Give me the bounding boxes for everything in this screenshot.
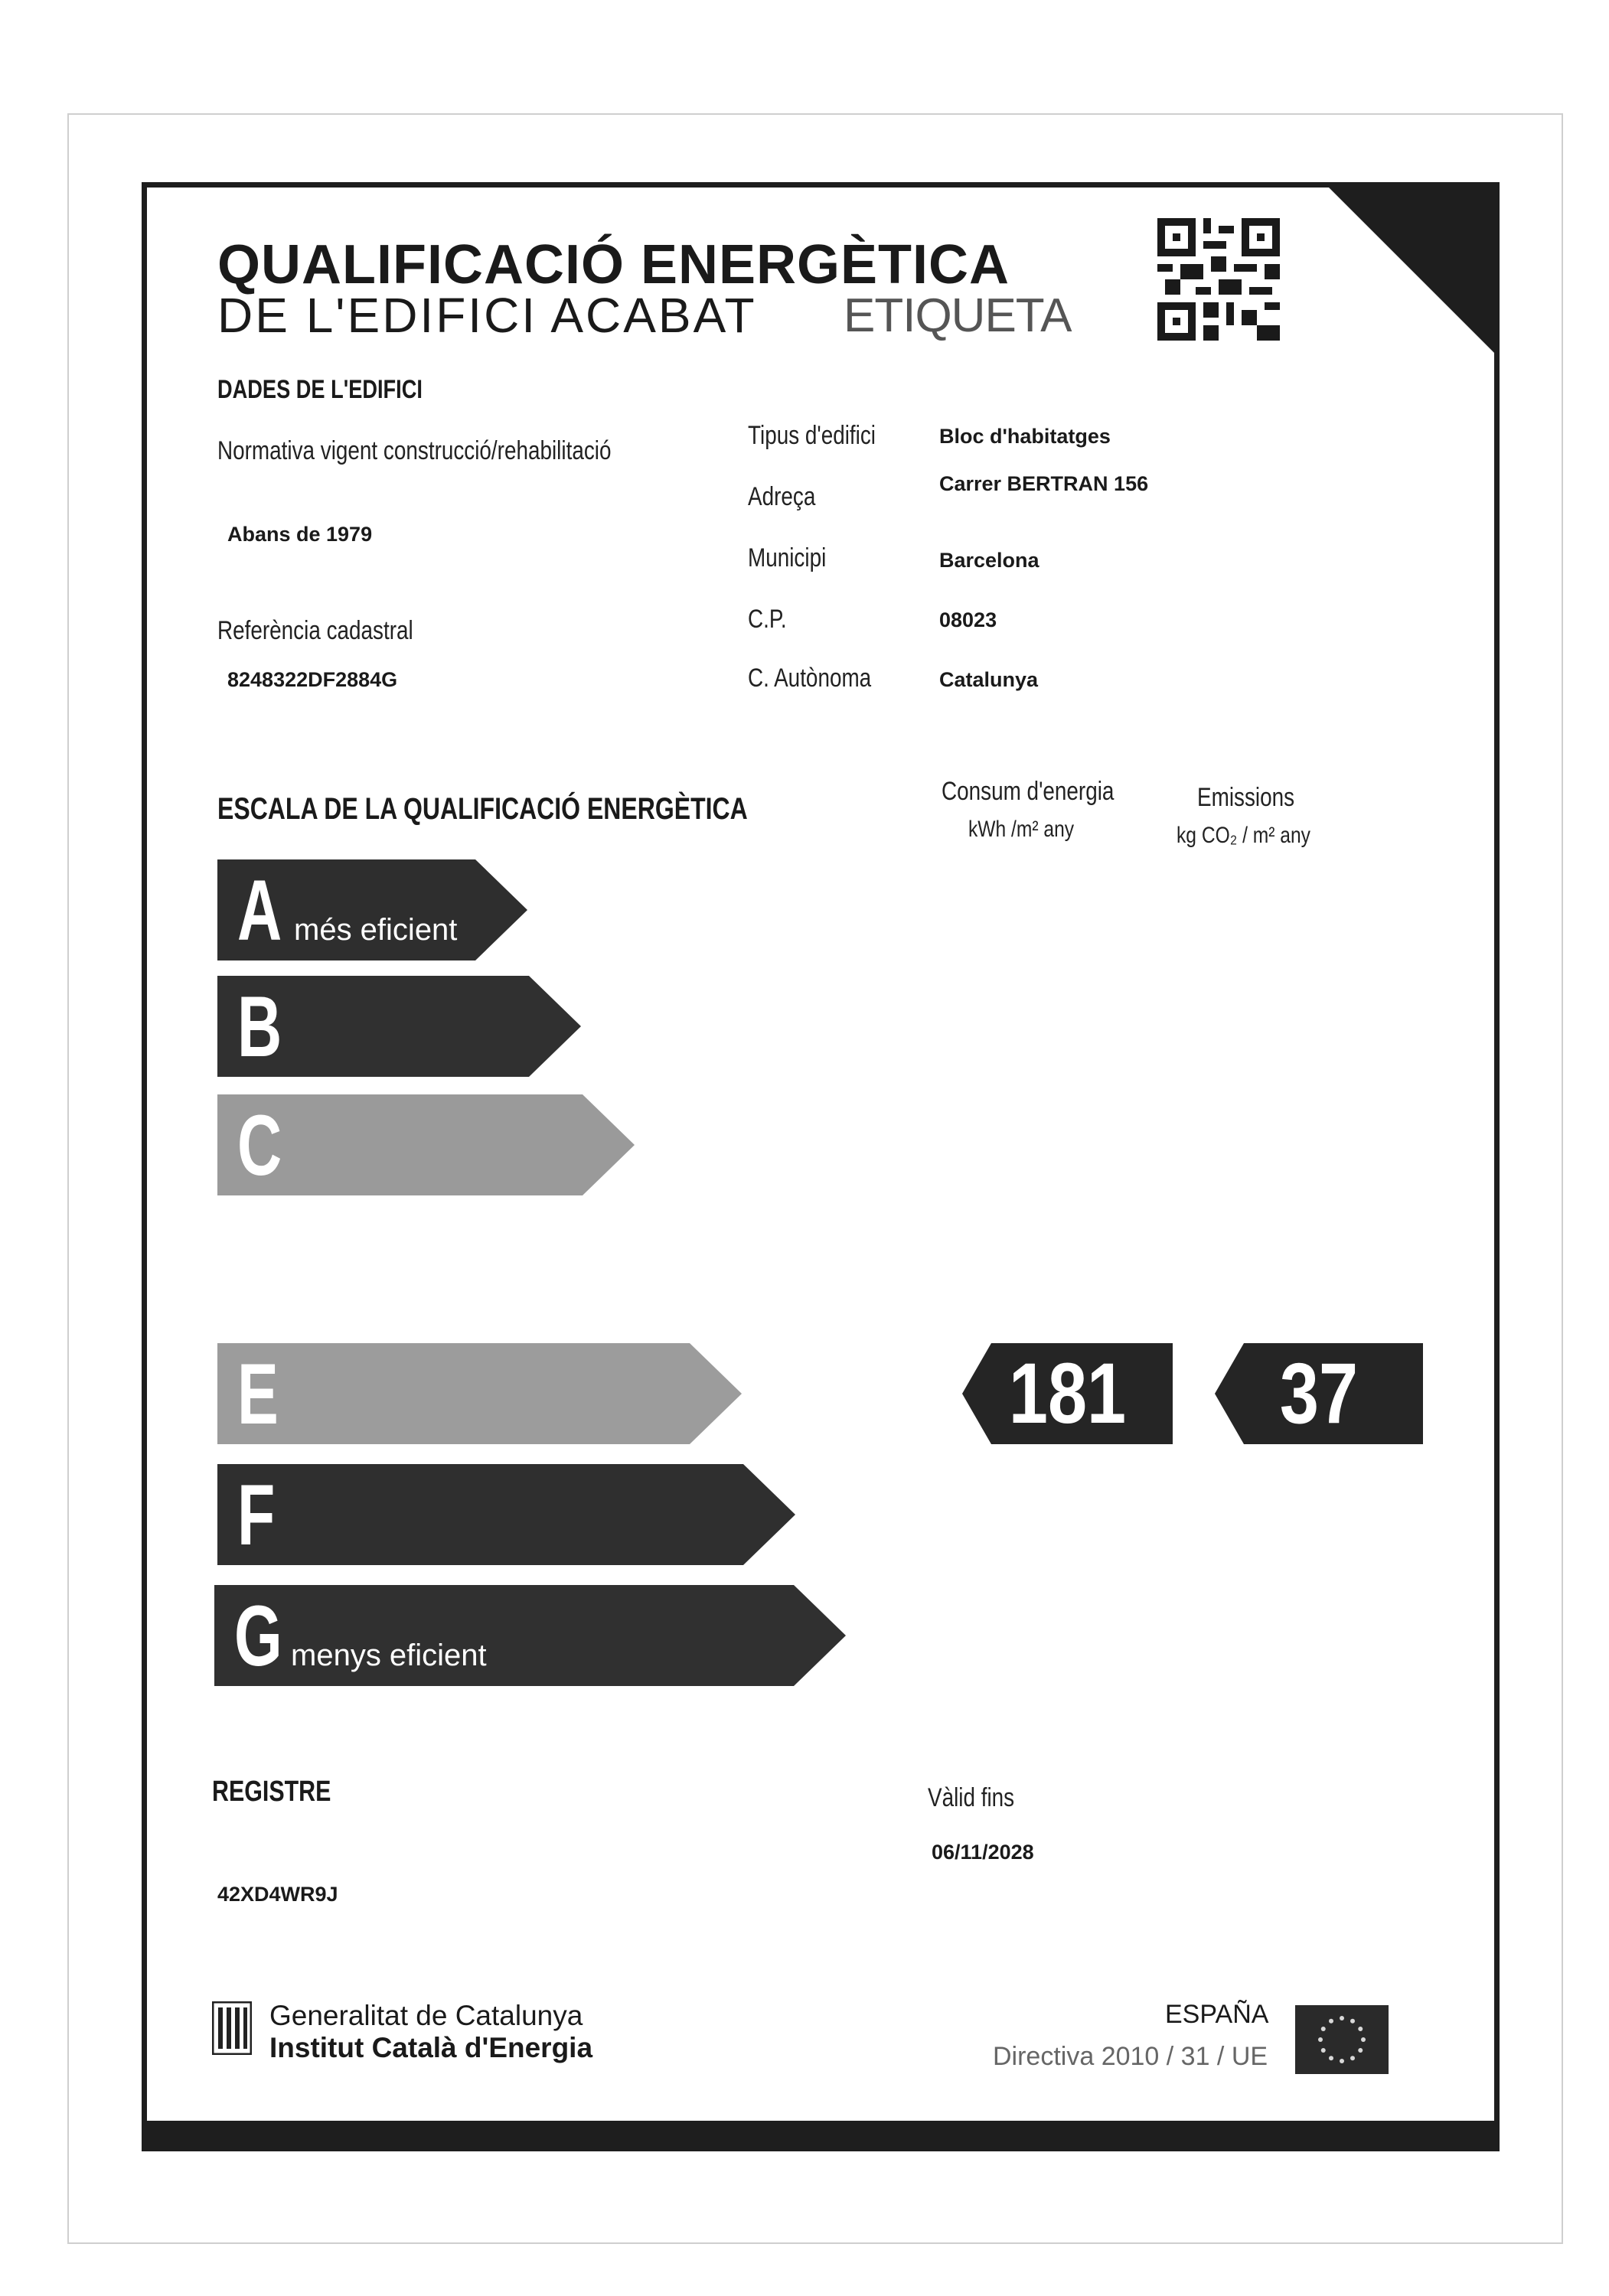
postcode-value: 08023 [939, 608, 997, 631]
building-type-value: Bloc d'habitatges [939, 425, 1111, 448]
cadastral-label: Referència cadastral [217, 616, 413, 645]
rating-bar-d [217, 1213, 688, 1314]
scale-title: ESCALA DE LA QUALIFICACIÓ ENERGÈTICA [217, 792, 748, 826]
eu-star [1350, 2056, 1355, 2060]
rating-letter: E [237, 1346, 279, 1442]
regulation-value: Abans de 1979 [227, 523, 373, 546]
eu-star [1329, 2056, 1333, 2060]
rating-note: menys eficient [291, 1639, 487, 1672]
consumption-badge [962, 1343, 1173, 1444]
eu-star [1340, 2059, 1344, 2063]
rating-bar-e [217, 1343, 742, 1444]
rating-bar-c [217, 1094, 635, 1195]
consumption-label: Consum d'energia [942, 777, 1115, 806]
eu-star [1318, 2037, 1323, 2042]
consumption-value: 181 [1008, 1345, 1127, 1441]
country-name: ESPAÑA [1165, 2000, 1269, 2029]
registry-code: 42XD4WR9J [217, 1883, 338, 1906]
eu-star [1340, 2016, 1344, 2020]
eu-star [1321, 2048, 1326, 2053]
address-label: Adreça [748, 482, 816, 511]
energy-label [142, 182, 1500, 2151]
eu-star [1358, 2048, 1363, 2053]
directive-text: Directiva 2010 / 31 / UE [993, 2042, 1268, 2071]
emissions-label: Emissions [1197, 783, 1295, 812]
institute-name: Institut Català d'Energia [269, 2032, 593, 2063]
municipality-label: Municipi [748, 543, 827, 572]
rating-letter: A [237, 863, 282, 958]
emissions-unit: kg CO₂ / m² any [1177, 823, 1310, 848]
registry-label: REGISTRE [212, 1776, 331, 1808]
building-type-label: Tipus d'edifici [748, 421, 876, 450]
rating-bar-a [217, 859, 527, 960]
address-value: Carrer BERTRAN 156 [939, 472, 1149, 495]
eu-star [1350, 2019, 1355, 2024]
corner-triangle [1323, 182, 1500, 358]
qr-code-icon [1157, 218, 1280, 341]
title-line-1: QUALIFICACIÓ ENERGÈTICA [217, 234, 1010, 295]
eu-star [1358, 2027, 1363, 2031]
emissions-badge [1215, 1343, 1423, 1444]
rating-bar-g [214, 1585, 846, 1686]
municipality-value: Barcelona [939, 549, 1039, 572]
region-value: Catalunya [939, 668, 1039, 691]
consumption-unit: kWh /m² any [968, 817, 1075, 842]
generalitat-logo-icon [212, 2001, 252, 2055]
building-data-title: DADES DE L'EDIFICI [217, 375, 423, 404]
rating-bar-b [217, 976, 581, 1077]
eu-flag-icon [1295, 2005, 1389, 2074]
rating-note: més eficient [294, 913, 458, 947]
valid-until-label: Vàlid fins [928, 1783, 1015, 1812]
rating-letter: G [234, 1588, 282, 1684]
postcode-label: C.P. [748, 605, 787, 634]
rating-bar-f [217, 1464, 795, 1565]
eu-star [1329, 2019, 1333, 2024]
emissions-value: 37 [1279, 1345, 1359, 1441]
region-label: C. Autònoma [748, 664, 872, 693]
cadastral-value: 8248322DF2884G [227, 668, 398, 691]
etiqueta-tag: ETIQUETA [844, 289, 1072, 342]
eu-star [1361, 2037, 1366, 2042]
rating-letter: C [237, 1097, 282, 1193]
regulation-label: Normativa vigent construcció/rehabilitació [217, 436, 612, 465]
title-line-2: DE L'EDIFICI ACABAT [217, 288, 757, 343]
rating-letter: F [237, 1467, 276, 1563]
rating-letter: B [237, 979, 282, 1075]
generalitat-name: Generalitat de Catalunya [269, 2000, 583, 2031]
valid-until-date: 06/11/2028 [932, 1841, 1034, 1864]
eu-star [1321, 2027, 1326, 2031]
